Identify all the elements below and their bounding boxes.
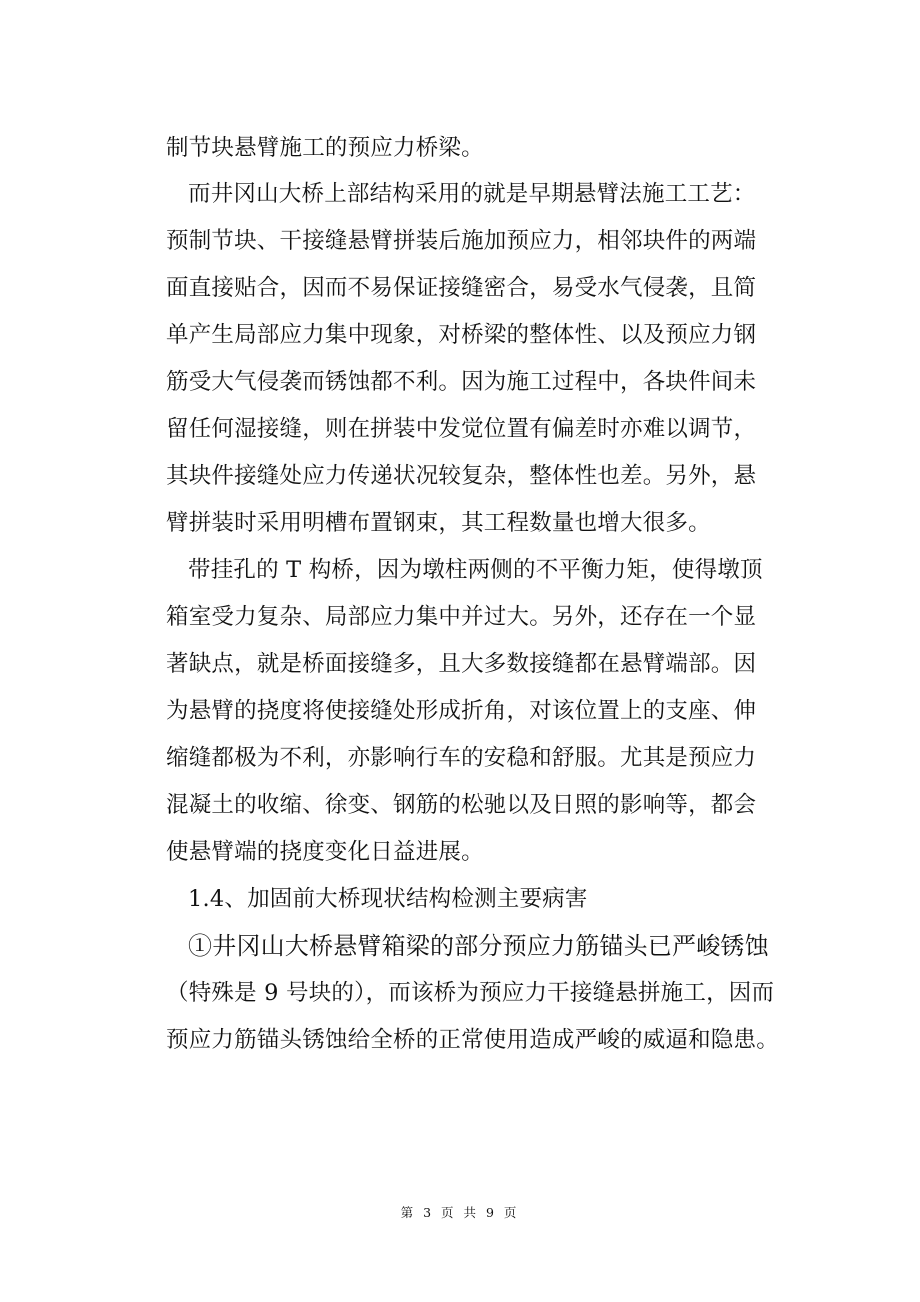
text-line: 预制节块、干接缝悬臂拼装后施加预应力，相邻块件的两端 <box>166 228 757 254</box>
text-line: 单产生局部应力集中现象，对桥梁的整体性、以及预应力钢 <box>166 322 757 348</box>
text-line: 混凝土的收缩、徐变、钢筋的松驰以及日照的影响等，都会 <box>166 792 757 818</box>
page-number-footer: 第 3 页 共 9 页 <box>400 1205 520 1220</box>
text-line: 缩缝都极为不利，亦影响行车的安稳和舒服。尤其是预应力 <box>166 745 757 771</box>
text-line: （特殊是 9 号块的），而该桥为预应力干接缝悬拼施工，因而 <box>166 980 775 1006</box>
paragraph-start-line: 带挂孔的 T 构桥，因为墩柱两侧的不平衡力矩，使得墩顶 <box>188 557 763 583</box>
text-line: 筋受大气侵袭而锈蚀都不利。因为施工过程中，各块件间未 <box>166 369 757 395</box>
paragraph-start-line: 而井冈山大桥上部结构采用的就是早期悬臂法施工工艺： <box>188 181 756 207</box>
text-line: 臂拼装时采用明槽布置钢束，其工程数量也增大很多。 <box>166 510 711 536</box>
paragraph-start-line: ①井冈山大桥悬臂箱梁的部分预应力筋锚头已严峻锈蚀 <box>188 932 769 960</box>
text-line: 为悬臂的挠度将使接缝处形成折角，对该位置上的支座、伸 <box>166 698 757 724</box>
text-line: 箱室受力复杂、局部应力集中并过大。另外，还存在一个显 <box>166 604 757 630</box>
text-line: 著缺点，就是桥面接缝多，且大多数接缝都在悬臂端部。因 <box>166 651 757 677</box>
text-line: 面直接贴合，因而不易保证接缝密合，易受水气侵袭，且简 <box>166 275 757 301</box>
text-line: 使悬臂端的挠度变化日益进展。 <box>166 839 484 865</box>
section-heading: 1.4、加固前大桥现状结构检测主要病害 <box>188 886 588 912</box>
text-line: 留任何湿接缝，则在拼装中发觉位置有偏差时亦难以调节， <box>166 416 757 442</box>
text-line: 其块件接缝处应力传递状况较复杂，整体性也差。另外，悬 <box>166 463 757 489</box>
text-line: 制节块悬臂施工的预应力桥梁。 <box>166 135 484 161</box>
text-line: 预应力筋锚头锈蚀给全桥的正常使用造成严峻的威逼和隐患。 <box>166 1027 779 1053</box>
